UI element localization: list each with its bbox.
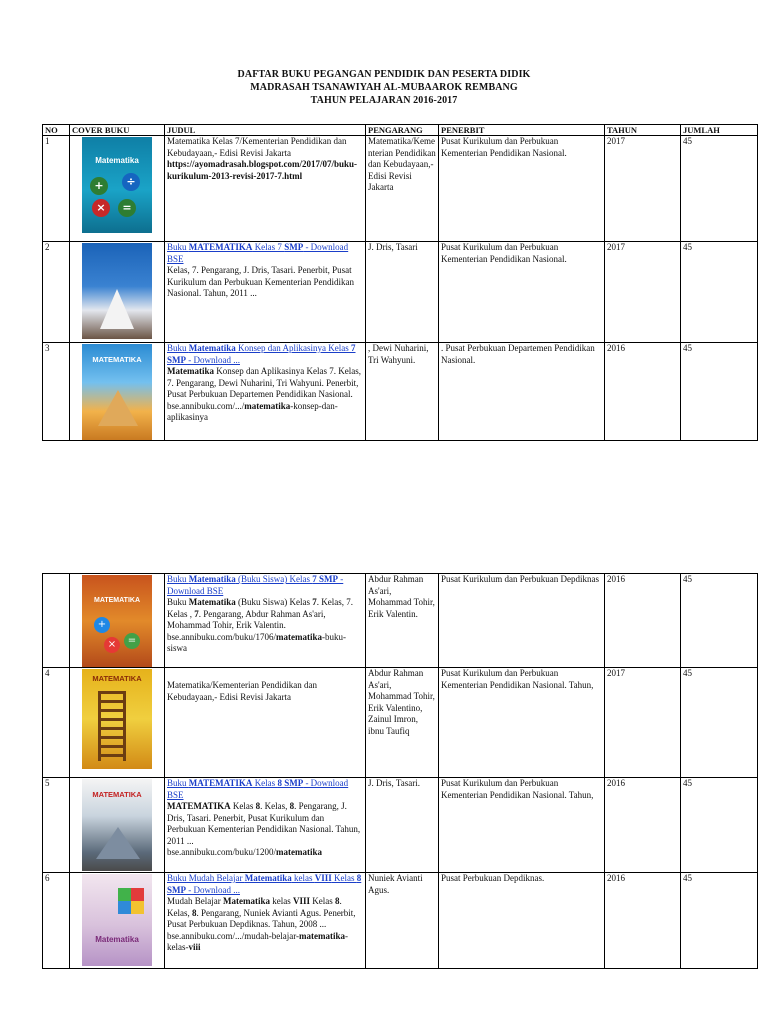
col-header-pengarang: PENGARANG xyxy=(366,125,439,136)
cover-title: MATEMATIKA xyxy=(92,674,142,683)
ladder-illustration xyxy=(98,691,126,761)
table-row xyxy=(43,343,758,441)
jumlah-cell: 45 xyxy=(681,778,758,873)
table-row xyxy=(43,136,758,242)
cover-cell xyxy=(70,343,165,441)
judul-cell xyxy=(165,343,366,441)
row-no: 5 xyxy=(43,778,70,873)
judul-url: bse.annibuku.com/buku/1200/matematika xyxy=(167,847,322,857)
penerbit-cell: Pusat Kurikulum dan Perbukuan Kementerian Pendidikan Nasional. xyxy=(439,242,605,343)
penerbit-cell: . Pusat Perbukuan Departemen Pendidikan Nasional. xyxy=(439,343,605,441)
row-no: 6 xyxy=(43,873,70,969)
judul-url: bse.annibuku.com/buku/1706/matematika-buku-siswa xyxy=(167,631,346,653)
book-cover-image xyxy=(82,874,152,966)
judul-url: https://ayomadrasah.blogspot.com/2017/07/buku-kurikulum-2013-revisi-2017-7.html xyxy=(167,159,358,181)
pengarang-cell: , Dewi Nuharini, Tri Wahyuni. xyxy=(366,343,439,441)
judul-cell xyxy=(165,136,366,242)
book-cover-image xyxy=(82,575,152,667)
pengarang-cell: J. Dris, Tasari xyxy=(366,242,439,343)
judul-description: Matematika Konsep dan Aplikasinya Kelas 7. Kelas, 7. Pengarang, Dewi Nuharini, Tri Wahyuni. Penerbit, Pusat Perbukuan Departemen Pendidikan Nasional. xyxy=(167,366,361,399)
jumlah-cell: 45 xyxy=(681,873,758,969)
row-no: 4 xyxy=(43,668,70,778)
judul-cell xyxy=(165,242,366,343)
cover-title: MATEMATIKA xyxy=(92,790,142,799)
cover-cell xyxy=(70,574,165,668)
judul-cell xyxy=(165,873,366,969)
book-cover-image xyxy=(82,137,152,233)
row-no: 3 xyxy=(43,343,70,441)
book-table-page-1 xyxy=(42,124,758,441)
document-header xyxy=(0,68,768,107)
tahun-cell: 2016 xyxy=(605,778,681,873)
penerbit-cell: Pusat Kurikulum dan Perbukuan Kementerian Pendidikan Nasional. Tahun, xyxy=(439,668,605,778)
equals-sign-icon: = xyxy=(118,199,136,217)
tent-illustration xyxy=(100,289,134,329)
cover-cell xyxy=(70,778,165,873)
jumlah-cell: 45 xyxy=(681,136,758,242)
table-row xyxy=(43,574,758,668)
judul-text: Matematika/Kementerian Pendidikan dan Kebudayaan,- Edisi Revisi Jakarta xyxy=(167,680,317,702)
plus-sign-icon: + xyxy=(90,177,108,195)
col-header-no: NO xyxy=(43,125,70,136)
header-year-line: TAHUN PELAJARAN 2016-2017 xyxy=(310,95,458,106)
col-header-penerbit: PENERBIT xyxy=(439,125,605,136)
judul-cell xyxy=(165,668,366,778)
row-no xyxy=(43,574,70,668)
pengarang-cell: Matematika/Kementerian Pendidikan dan Kebudayaan,- Edisi Revisi Jakarta xyxy=(366,136,439,242)
book-cover-image xyxy=(82,344,152,440)
divide-sign-icon: ÷ xyxy=(122,173,140,191)
penerbit-cell: Pusat Kurikulum dan Perbukuan Depdiknas xyxy=(439,574,605,668)
cover-cell xyxy=(70,242,165,343)
table-row xyxy=(43,668,758,778)
equals-sign-icon: = xyxy=(124,633,140,649)
times-sign-icon: × xyxy=(92,199,110,217)
book-cover-image xyxy=(82,669,152,769)
jumlah-cell: 45 xyxy=(681,668,758,778)
header-school-line: MADRASAH TSANAWIYAH AL-MUBAAROK REMBANG xyxy=(250,82,518,93)
pengarang-cell: Nuniek Avianti Agus. xyxy=(366,873,439,969)
col-header-judul: JUDUL xyxy=(165,125,366,136)
tahun-cell: 2017 xyxy=(605,136,681,242)
judul-text: Matematika Kelas 7/Kementerian Pendidikan dan Kebudayaan,- Edisi Revisi Jakarta xyxy=(167,136,347,158)
judul-url: bse.annibuku.com/.../mudah-belajar-matematika-kelas-viii xyxy=(167,930,349,952)
judul-description: MATEMATIKA Kelas 8. Kelas, 8. Pengarang, J. Dris, Tasari. Penerbit, Pusat Kurikulum dan Perbukuan Kementerian Pendidikan Nasional. Tahun, 2011 ... xyxy=(167,801,361,846)
cover-title: MATEMATIKA xyxy=(93,597,140,604)
pyramid-illustration xyxy=(96,827,140,859)
book-download-link[interactable]: Buku Matematika Konsep dan Aplikasinya Kelas 7 SMP - Download ... xyxy=(167,343,356,365)
pengarang-cell: J. Dris, Tasari. xyxy=(366,778,439,873)
tahun-cell: 2016 xyxy=(605,574,681,668)
judul-description: Kelas, 7. Pengarang, J. Dris, Tasari. Penerbit, Pusat Kurikulum dan Perbukuan Kementerian Pendidikan Nasional. Tahun, 2011 ... xyxy=(167,265,354,298)
tahun-cell: 2016 xyxy=(605,873,681,969)
penerbit-cell: Pusat Kurikulum dan Perbukuan Kementerian Pendidikan Nasional. Tahun, xyxy=(439,778,605,873)
tahun-cell: 2016 xyxy=(605,343,681,441)
col-header-cover: COVER BUKU xyxy=(70,125,165,136)
jumlah-cell: 45 xyxy=(681,343,758,441)
row-no: 2 xyxy=(43,242,70,343)
book-download-link[interactable]: Buku MATEMATIKA Kelas 8 SMP - Download BSE xyxy=(167,778,349,800)
rubiks-cube-illustration xyxy=(118,888,144,914)
cover-title: Matematika xyxy=(95,935,139,944)
table-row xyxy=(43,778,758,873)
jumlah-cell: 45 xyxy=(681,242,758,343)
col-header-tahun: TAHUN xyxy=(605,125,681,136)
book-table-page-2 xyxy=(42,573,758,969)
judul-cell xyxy=(165,574,366,668)
table-header-row xyxy=(43,125,758,136)
jumlah-cell: 45 xyxy=(681,574,758,668)
times-sign-icon: × xyxy=(104,637,120,653)
tahun-cell: 2017 xyxy=(605,668,681,778)
judul-cell xyxy=(165,778,366,873)
penerbit-cell: Pusat Perbukuan Depdiknas. xyxy=(439,873,605,969)
cover-cell xyxy=(70,873,165,969)
book-download-link[interactable]: Buku Mudah Belajar Matematika kelas VIII Kelas 8 SMP - Download ... xyxy=(167,873,362,895)
cover-cell xyxy=(70,136,165,242)
judul-description: Mudah Belajar Matematika kelas VIII Kelas 8. Kelas, 8. Pengarang, Nuniek Avianti Agus. Penerbit, Pusat Perbukuan Depdiknas. Tahun, 2008 ... xyxy=(167,896,356,929)
table-row xyxy=(43,873,758,969)
penerbit-cell: Pusat Kurikulum dan Perbukuan Kementerian Pendidikan Nasional. xyxy=(439,136,605,242)
table-row xyxy=(43,242,758,343)
judul-description: Buku Matematika (Buku Siswa) Kelas 7. Kelas, 7. Kelas , 7. Pengarang, Abdur Rahman As'ari, Mohammad Tohir, Erik Valentin. xyxy=(167,597,354,630)
cover-title: MATEMATIKA xyxy=(92,355,142,364)
plus-sign-icon: + xyxy=(94,617,110,633)
pyramid-illustration xyxy=(98,390,138,426)
pengarang-cell: Abdur Rahman As'ari, Mohammad Tohir, Erik Valentino, Zainul Imron, ibnu Taufiq xyxy=(366,668,439,778)
tahun-cell: 2017 xyxy=(605,242,681,343)
row-no: 1 xyxy=(43,136,70,242)
book-cover-image xyxy=(82,779,152,871)
col-header-jumlah: JUMLAH xyxy=(681,125,758,136)
book-download-link[interactable]: Buku MATEMATIKA Kelas 7 SMP - Download BSE xyxy=(167,242,349,264)
pengarang-cell: Abdur Rahman As'ari, Mohammad Tohir, Erik Valentin. xyxy=(366,574,439,668)
book-cover-image xyxy=(82,243,152,339)
cover-title: Matematika xyxy=(95,156,139,165)
header-title-line: DAFTAR BUKU PEGANGAN PENDIDIK DAN PESERTA DIDIK xyxy=(237,69,531,80)
cover-cell xyxy=(70,668,165,778)
book-download-link[interactable]: Buku Matematika (Buku Siswa) Kelas 7 SMP - Download BSE xyxy=(167,574,344,596)
judul-url: bse.annibuku.com/.../matematika-konsep-dan-aplikasinya xyxy=(167,400,338,422)
